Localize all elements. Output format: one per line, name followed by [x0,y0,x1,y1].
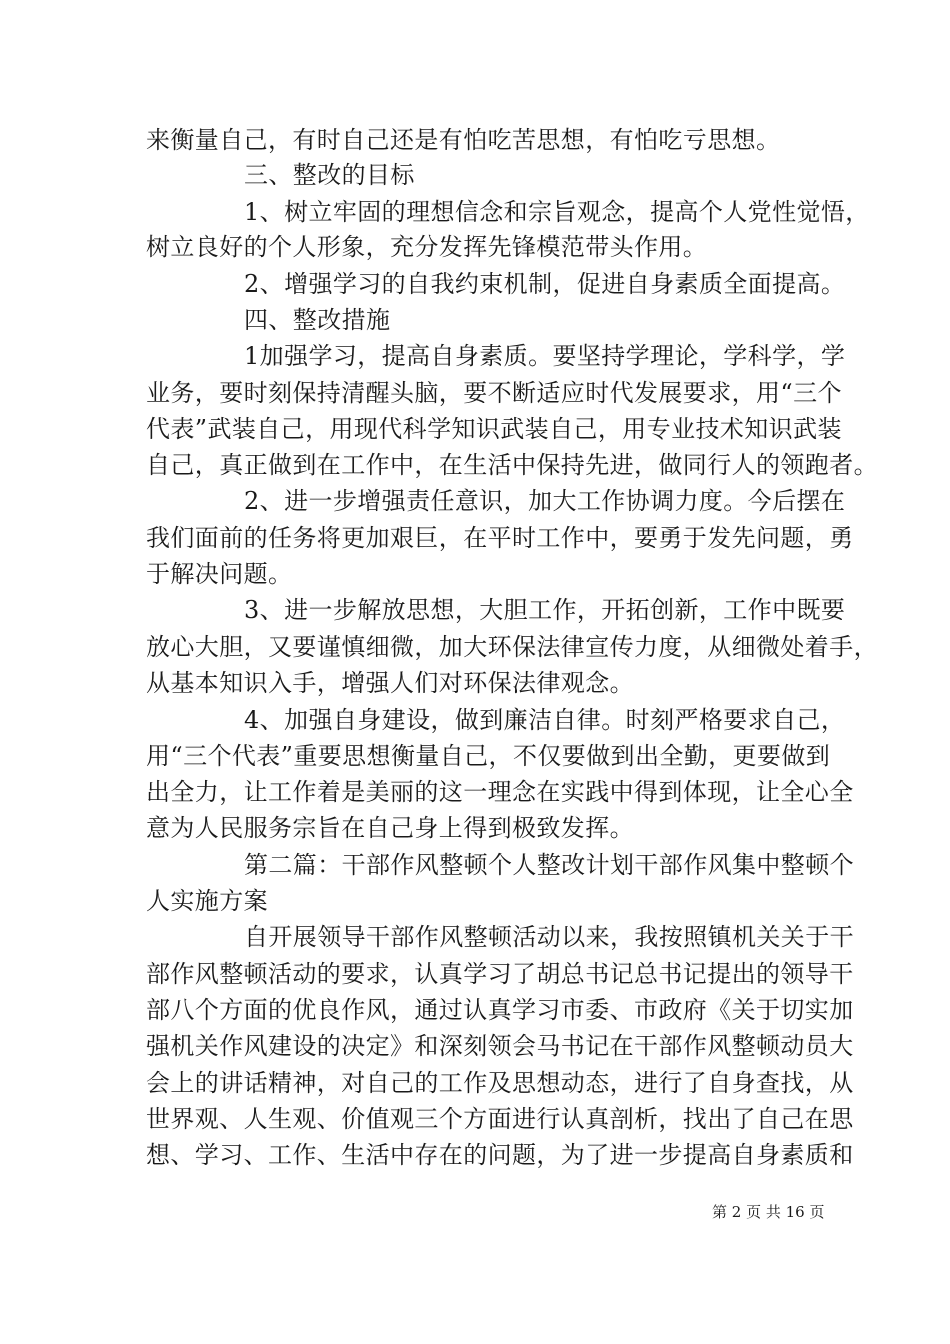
text-line: 1加强学习，提高自身素质。要坚持学理论，学科学，学 [244,342,846,370]
text-line: 部作风整顿活动的要求，认真学习了胡总书记总书记提出的领导干 [146,960,854,988]
page-number: 第 2 页 共 16 页 [712,1203,825,1221]
text-line: 业务，要时刻保持清醒头脑，要不断适应时代发展要求，用“三个 [146,379,842,407]
text-line: 从基本知识入手，增强人们对环保法律观念。 [146,669,634,697]
article-title: 人实施方案 [146,887,268,915]
section-heading: 三、整改的目标 [244,161,415,189]
text-line: 强机关作风建设的决定》和深刻领会马书记在干部作风整顿动员大 [146,1032,854,1060]
text-line: 想、学习、工作、生活中存在的问题，为了进一步提高自身素质和 [146,1141,854,1169]
text-line: 部八个方面的优良作风，通过认真学习市委、市政府《关于切实加 [146,996,854,1024]
text-line: 自己，真正做到在工作中，在生活中保持先进，做同行人的领跑者。 [146,451,878,479]
text-line: 出全力，让工作着是美丽的这一理念在实践中得到体现，让全心全 [146,778,854,806]
text-line: 4、加强自身建设，做到廉洁自律。时刻严格要求自己， [244,706,846,734]
text-line: 代表”武装自己，用现代科学知识武装自己，用专业技术知识武装 [146,415,842,443]
text-line: 世界观、人生观、价值观三个方面进行认真剖析，找出了自己在思 [146,1105,854,1133]
article-title: 第二篇：干部作风整顿个人整改计划干部作风集中整顿个 [244,851,854,879]
text-line: 2、增强学习的自我约束机制，促进自身素质全面提高。 [244,270,846,298]
text-line: 意为人民服务宗旨在自己身上得到极致发挥。 [146,814,634,842]
text-line: 来衡量自己，有时自己还是有怕吃苦思想，有怕吃亏思想。 [146,126,781,154]
text-line: 自开展领导干部作风整顿活动以来，我按照镇机关关于干 [244,923,854,951]
text-line: 3、进一步解放思想，大胆工作，开拓创新，工作中既要 [244,596,846,624]
text-line: 于解决问题。 [146,560,293,588]
text-line: 用“三个代表”重要思想衡量自己，不仅要做到出全勤，更要做到 [146,742,831,770]
text-line: 1、树立牢固的理想信念和宗旨观念，提高个人党性觉悟， [244,198,870,226]
text-line: 2、进一步增强责任意识，加大工作协调力度。今后摆在 [244,487,846,515]
section-heading: 四、整改措施 [244,306,391,334]
text-line: 我们面前的任务将更加艰巨，在平时工作中，要勇于发先问题，勇 [146,524,854,552]
text-line: 会上的讲话精神，对自己的工作及思想动态，进行了自身查找，从 [146,1069,854,1097]
text-line: 树立良好的个人形象，充分发挥先锋模范带头作用。 [146,233,708,261]
text-line: 放心大胆，又要谨慎细微，加大环保法律宣传力度，从细微处着手， [146,633,878,661]
